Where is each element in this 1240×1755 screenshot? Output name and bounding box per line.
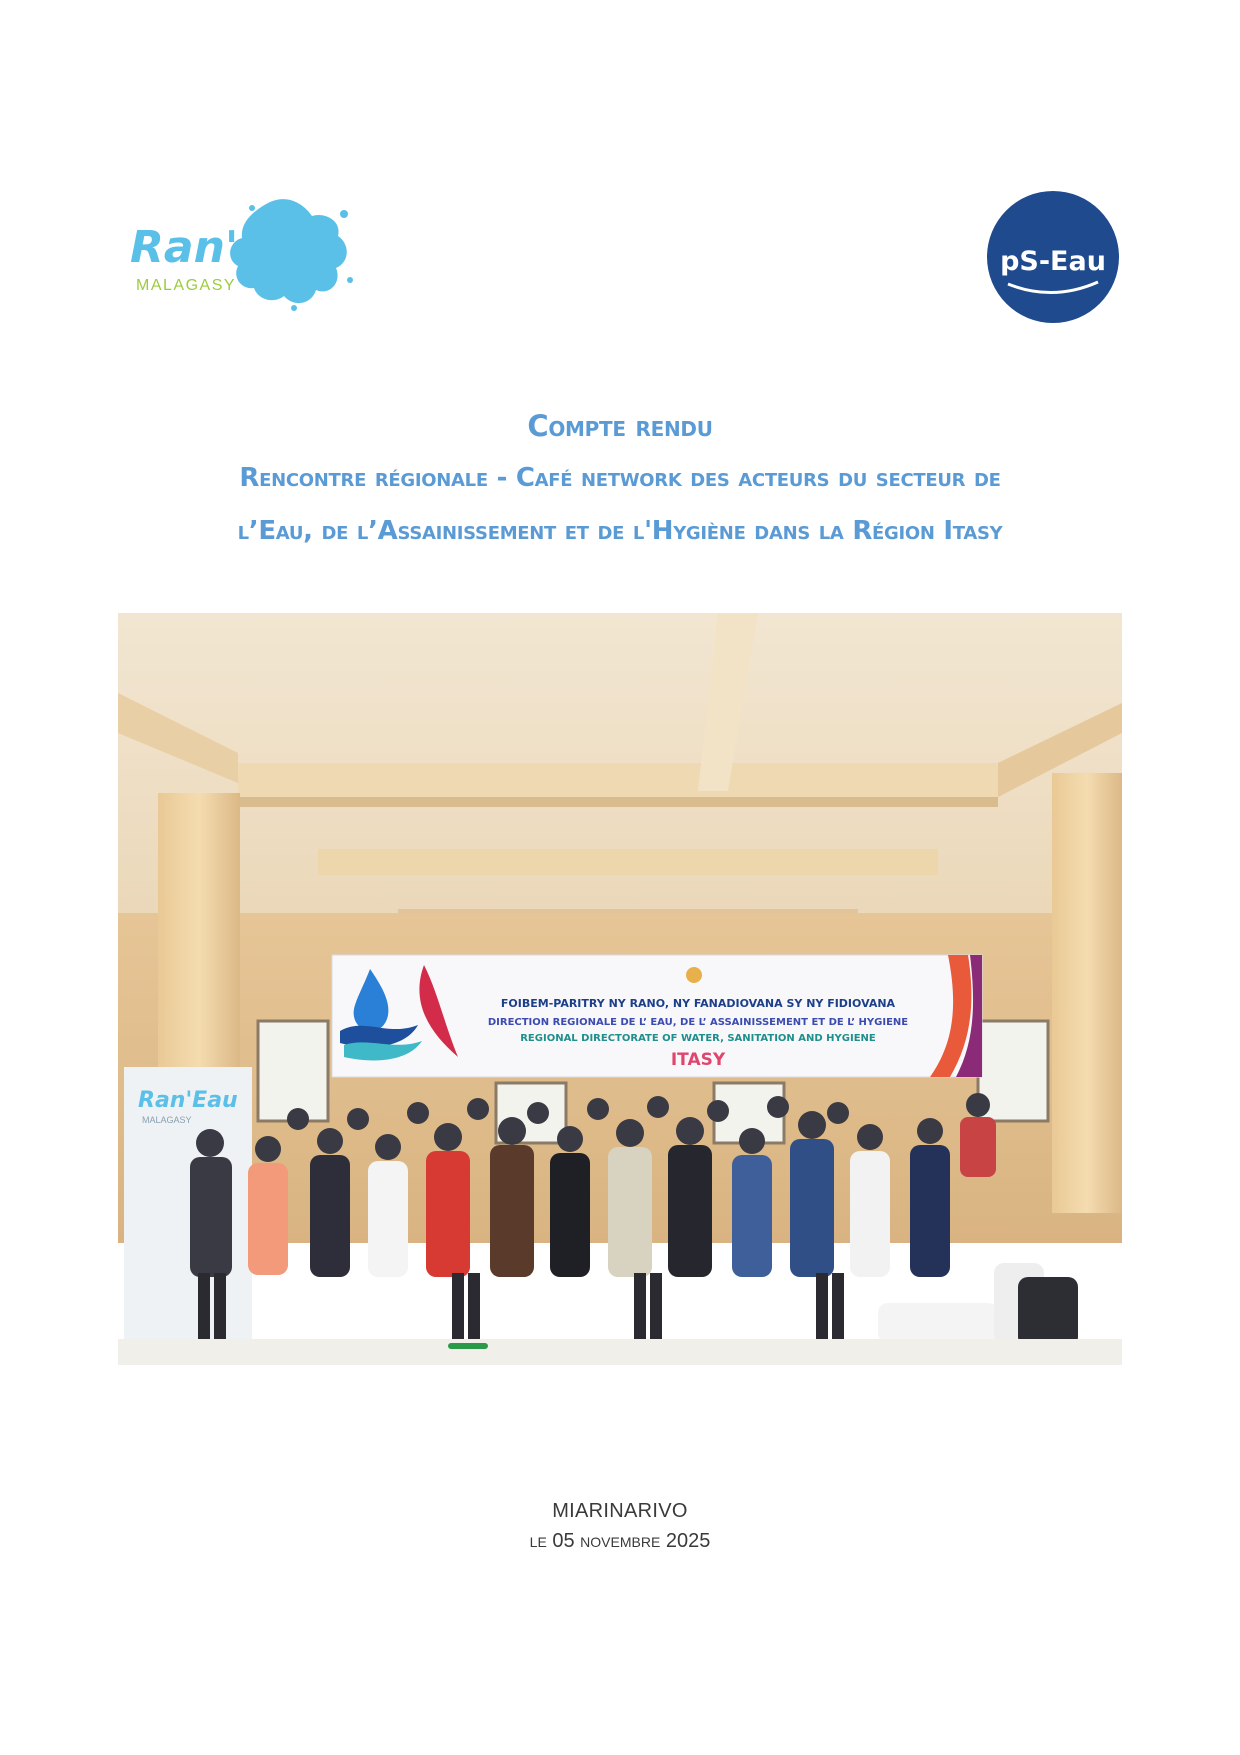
banner-line-1: FOIBEM-PARITRY NY RANO, NY FANADIOVANA SY NY FIDIOVANA — [500, 997, 896, 1010]
banner-line-3: REGIONAL DIRECTORATE OF WATER, SANITATION AND HYGIENE — [520, 1033, 876, 1044]
title-line-2: Rencontre régionale - Café network des acteurs du secteur de — [239, 463, 1001, 493]
title-line-1: Compte rendu — [527, 409, 713, 443]
raneau-logo-subtext: MALAGASY — [136, 277, 237, 294]
banner-region: ITASY — [670, 1050, 726, 1070]
meeting-place: MIARINARIVO — [552, 1500, 688, 1522]
pseau-logo-text: pS-Eau — [1000, 246, 1106, 277]
group-photo — [118, 613, 1122, 1365]
pseau-logo — [986, 190, 1120, 324]
report-title — [80, 400, 1160, 558]
title-line-3: l’Eau, de l’Assainissement et de l'Hygiène dans la Région Itasy — [237, 516, 1003, 546]
rollup-logo-text: Ran'Eau — [138, 1088, 238, 1113]
banner-line-2: DIRECTION REGIONALE DE L’ EAU, DE L’ ASSAINISSEMENT ET DE L’ HYGIENE — [487, 1017, 909, 1028]
rollup-logo-subtext: MALAGASY — [142, 1115, 192, 1125]
raneau-logo — [128, 190, 354, 314]
report-date: le 05 novembre 2025 — [529, 1530, 711, 1552]
raneau-logo-text: Ran'Eau — [130, 222, 330, 273]
